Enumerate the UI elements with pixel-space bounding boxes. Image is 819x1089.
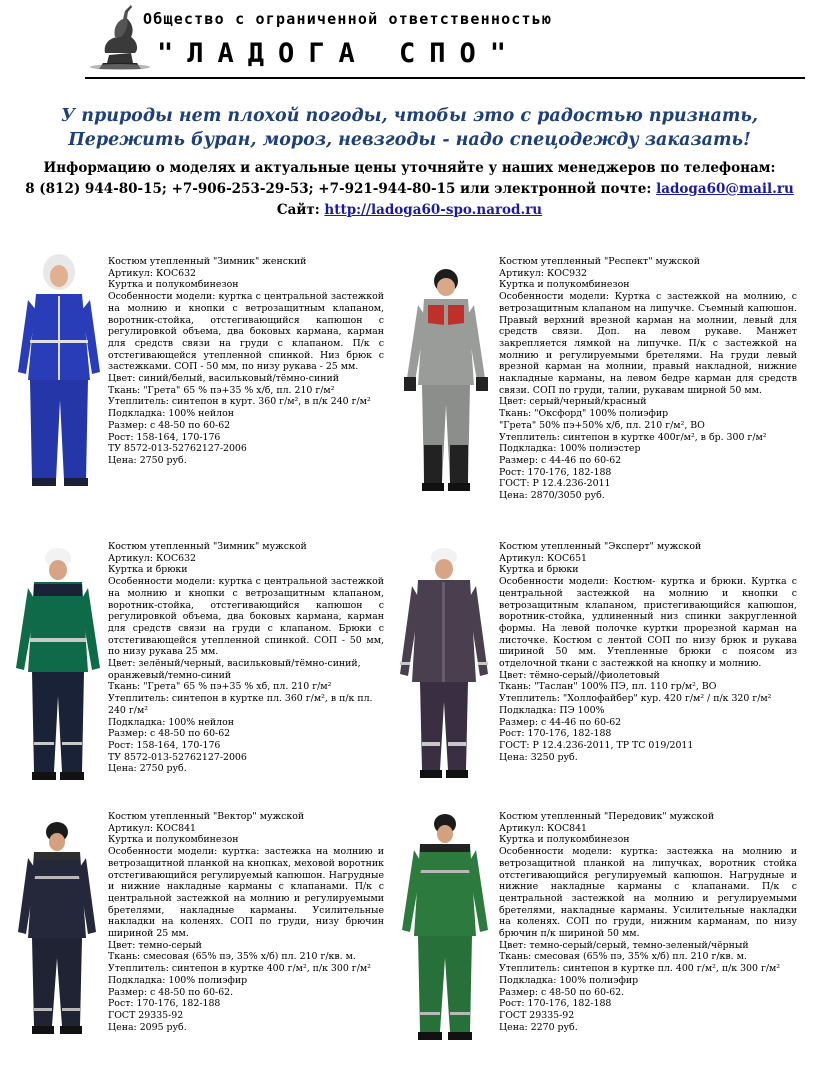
header-divider (85, 77, 805, 79)
product-features: Особенности модели: куртка с центральной застежкой на молнию и кнопки с ветрозащитным клапаном, воротник-стойка, отстегивающийся капюшон с регулировкой объема, два боковых кармана, карман для средств связи на груди с клапаном. Брюки с отстегивающейся утепленной спинкой. СОП - 50 мм, по низу рукава 25 мм. (108, 576, 384, 658)
product-size: Размер: с 44-46 по 60-62 (499, 454, 622, 466)
product-fabric: Ткань: смесовая (65% пэ, 35% х/б) пл. 210 г/кв. м. (108, 951, 356, 963)
product-title: Костюм утепленный "Передовик" мужской (499, 811, 715, 822)
product-height: Рост: 158-164, 170-176 (108, 739, 221, 751)
product-photo (396, 546, 492, 782)
product-fabric: Ткань: "Грета" 65 % пэ+35 % хб, пл. 210 г/м² (108, 681, 332, 693)
product-title: Костюм утепленный "Зимник" мужской (108, 541, 307, 552)
product-lining: Подкладка: 100% нейлон (108, 408, 235, 420)
product-color: Цвет: серый/черный/красный (499, 396, 647, 408)
product-height: Рост: 170-176, 182-188 (499, 998, 612, 1010)
product-price: Цена: 2270 руб. (499, 1021, 578, 1033)
product-features: Особенности модели: Куртка с застежкой на молнию, с ветрозащитным клапаном на липучке. Съемный капюшон. Правый верхний врезной карман на молнии, левый для средств связи. Доп. на левом рукаве. Манжет закрепляется лямкой на липучке. П/к с застежкой на молнию и регулируемыми бретелями. На груди левый врезной карман на молнии, правый накладной, нижние накладные карманы, на левом бедре карман для средств связи. СОП по груди, талии, рукавам ширной 50 мм. (499, 291, 797, 396)
product-standard: ГОСТ: Р 12.4.236-2011 (499, 478, 611, 490)
product-title: Костюм утепленный "Зимник" женский (108, 256, 307, 267)
contact-info (0, 158, 819, 221)
product-insulation: Утеплитель: синтепон в куртке 400 г/м², п/к 300 г/м² (108, 963, 371, 975)
product-insulation: Утеплитель: синтепон в куртке пл. 400 г/м², п/к 300 г/м² (499, 963, 781, 975)
product-standard: ТУ 8572-013-52762127-2006 (108, 443, 247, 455)
company-legal-form: Общество с ограниченной ответственностью (143, 10, 553, 28)
contact-info-text: Информацию о моделях и актуальные цены уточняйте у наших менеджеров по телефонам: (43, 160, 776, 176)
product-fabric: Ткань: "Грета" 65 % пэ+35 % х/б, пл. 210 г/м² (108, 384, 335, 396)
product-description (499, 256, 797, 502)
product-type: Куртка и брюки (108, 564, 188, 576)
product-title: Костюм утепленный "Респект" мужской (499, 256, 700, 267)
product-description (499, 541, 797, 763)
product-article: Артикул: КОС632 (108, 552, 197, 564)
product-fabric: Ткань: смесовая (65% пэ, 35% х/б) пл. 210 г/кв. м. (499, 951, 747, 963)
contact-phones: 8 (812) 944-80-15; +7-906-253-29-53; +7-921-944-80-15 или электронной почте: (25, 181, 657, 197)
product-height: Рост: 158-164, 170-176 (108, 431, 221, 443)
product-type: Куртка и полукомбинезон (499, 834, 630, 846)
product-insulation: Утеплитель: "Холлофайбер" кур. 420 г/м² / п/к 320 г/м² (499, 693, 772, 705)
product-lining: Подкладка: 100% полиэстер (499, 443, 641, 455)
product-color: Цвет: темно-серый/серый, темно-зеленый/чёрный (499, 939, 749, 951)
product-description (108, 256, 384, 467)
product-type: Куртка и полукомбинезон (108, 279, 239, 291)
product-size: Размер: с 48-50 по 60-62. (108, 986, 234, 998)
site-line (0, 200, 819, 221)
product-photo (398, 812, 492, 1046)
product-lining: Подкладка: 100% полиэфир (499, 974, 639, 986)
product-fabric-2: "Грета" 50% пэ+50% х/б, пл. 210 г/м², ВО (499, 419, 705, 431)
product-standard: ГОСТ 29335-92 (499, 1009, 575, 1021)
product-price: Цена: 2870/3050 руб. (499, 490, 605, 502)
product-article: Артикул: КОС841 (499, 822, 588, 834)
product-size: Размер: с 48-50 по 60-62 (108, 728, 231, 740)
product-features: Особенности модели: куртка: застежка на молнию и ветрозащитной планкой на липучках, воротник стойка отстегивающийся регулируемый капюшон. Нагрудные и нижние накладные карманы с клапанами. П/к с центральной застежкой на молнию и регулируемыми бретелями, накладные карманы. Усилительные накладки на коленях. СОП по груди, нижним карманам, по низу брючин п/к шириной 50 мм. (499, 846, 797, 940)
product-features: Особенности модели: Костюм- куртка и брюки. Куртка с центральной застежкой на молнию и кнопки с ветрозащитным клапаном, пристегивающийся капюшон, воротник-стойка, удлиненный низ спинки закругленной формы. На левой полочке куртки прорезной карман на листочке. Костюм с лентой СОП по низу брюк и рукава шириной 50 мм. Утепленные брюки с поясом из отделочной ткани с застежкой на кнопку и молнию. (499, 576, 797, 670)
product-color: Цвет: синий/белый, васильковый/тёмно-синий (108, 373, 339, 385)
product-size: Размер: с 48-50 по 60-62. (499, 986, 625, 998)
product-price: Цена: 2750 руб. (108, 454, 187, 466)
product-price: Цена: 2095 руб. (108, 1021, 187, 1033)
product-photo (14, 820, 100, 1040)
product-photo (10, 546, 106, 784)
product-fabric: Ткань: "Оксфорд" 100% полиэфир (499, 408, 669, 420)
page-header (0, 0, 819, 80)
product-standard: ГОСТ: Р 12.4.236-2011, ТР ТС 019/2011 (499, 739, 694, 751)
product-fabric: Ткань: "Таслан" 100% ПЭ, пл. 110 гр/м², ВО (499, 681, 717, 693)
product-lining: Подкладка: 100% нейлон (108, 716, 235, 728)
product-insulation: Утеплитель: синтепон в куртке 400г/м², в бр. 300 г/м² (499, 431, 767, 443)
product-color: Цвет: зелёный/черный, васильковый/тёмно-синий, оранжевый/темно-синий (108, 658, 361, 681)
product-standard: ГОСТ 29335-92 (108, 1009, 184, 1021)
product-title: Костюм утепленный "Вектор" мужской (108, 811, 305, 822)
product-insulation: Утеплитель: синтепон в куртке пл. 360 г/м², в п/к пл. 240 г/м² (108, 693, 373, 716)
contact-phones-line (0, 179, 819, 200)
slogan (0, 104, 819, 152)
product-size: Размер: с 44-46 по 60-62 (499, 716, 622, 728)
product-type: Куртка и полукомбинезон (108, 834, 239, 846)
product-price: Цена: 3250 руб. (499, 751, 578, 763)
product-type: Куртка и полукомбинезон (499, 279, 630, 291)
product-description (499, 811, 797, 1033)
product-features: Особенности модели: куртка: застежка на молнию и ветрозащитной планкой на кнопках, меховой воротник отстегивающийся регулируемый капюшон. Нагрудные и нижние накладные карманы с клапанами. П/к с центральной застежкой на молнию и регулируемыми бретелями, накладные карманы. Усилительные накладки на коленях. СОП по груди, низу брючин шириной 25 мм. (108, 846, 384, 940)
product-height: Рост: 170-176, 182-188 (108, 998, 221, 1010)
product-height: Рост: 170-176, 182-188 (499, 466, 612, 478)
product-size: Размер: с 48-50 по 60-62 (108, 419, 231, 431)
email-link[interactable]: ladoga60@mail.ru (656, 181, 794, 197)
product-standard: ТУ 8572-013-52762127-2006 (108, 751, 247, 763)
site-label: Сайт: (276, 202, 325, 218)
product-height: Рост: 170-176, 182-188 (499, 728, 612, 740)
product-photo (14, 250, 104, 490)
product-description (108, 541, 384, 775)
product-title: Костюм утепленный "Эксперт" мужской (499, 541, 702, 552)
product-color: Цвет: темно-серый (108, 939, 202, 951)
product-color: Цвет: тёмно-серый//фиолетовый (499, 669, 660, 681)
product-type: Куртка и брюки (499, 564, 579, 576)
product-lining: Подкладка: ПЭ 100% (499, 704, 605, 716)
product-insulation: Утеплитель: синтепон в курт. 360 г/м², в п/к 240 г/м² (108, 396, 371, 408)
site-link[interactable]: http://ladoga60-spo.narod.ru (324, 202, 543, 218)
product-article: Артикул: КОС932 (499, 267, 588, 279)
slogan-line-1: У природы нет плохой погоды, чтобы это с радостью признать, (60, 106, 759, 126)
product-article: Артикул: КОС651 (499, 552, 588, 564)
slogan-line-2: Пережить буран, мороз, невзгоды - надо спецодежду заказать! (68, 130, 751, 150)
product-photo (400, 265, 492, 495)
product-article: Артикул: КОС632 (108, 267, 197, 279)
company-name: "ЛАДОГА СПО" (157, 38, 521, 69)
product-price: Цена: 2750 руб. (108, 763, 187, 775)
product-description (108, 811, 384, 1033)
product-lining: Подкладка: 100% полиэфир (108, 974, 248, 986)
product-features: Особенности модели: куртка с центральной застежкой на молнию и кнопки с ветрозащитным клапаном, воротник-стойка, отстегивающийся капюшон с регулировкой объема, два боковых кармана, карман для средств связи на груди с клапаном. П/к с отстегивающейся утепленной спинкой. Низ брюк с застежками. СОП - 50 мм, по низу рукава - 25 мм. (108, 291, 384, 373)
product-article: Артикул: КОС841 (108, 822, 197, 834)
